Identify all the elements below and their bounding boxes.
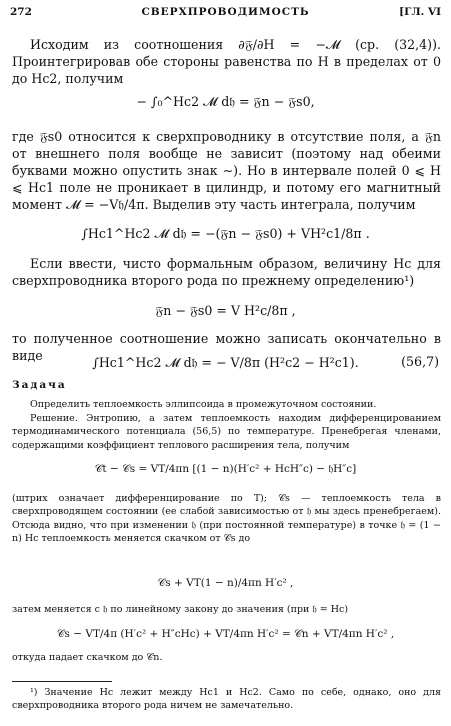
intro-paragraph: Исходим из соотношения ∂𝔉/∂H = −𝓜 (ср. (32,4)). Проинтегрировав обе стороны равенства по H в пределах от 0 до Hc2, получим <box>12 37 441 86</box>
footnote: ¹) Значение Hc лежит между Hc1 и Hc2. Само по себе, однако, оно для сверхпроводника второго рода ничем не замечательно. <box>12 687 441 711</box>
task-heading: Задача <box>12 379 67 391</box>
paragraph-final-drop: откуда падает скачком до 𝒞n. <box>12 652 163 663</box>
equation-number: (56,7) <box>401 354 439 369</box>
running-title: СВЕРХПРОВОДИМОСТЬ <box>141 6 310 18</box>
task-statement: Определить теплоемкость эллипсоида в промежуточном состоянии. <box>30 399 377 410</box>
equation-56-7: ∫Hc1^Hc2 𝓜 d𝔥 = − V/8π (H²c2 − H²c1). <box>92 355 359 370</box>
running-header <box>10 6 441 22</box>
paragraph-critical-field: Если ввести, чисто формальным образом, величину Hc для сверхпроводника второго рода по прежнему определению¹) <box>12 256 441 288</box>
equation-heat-capacity-difference: 𝒞t − 𝒞s = VT/4πn [(1 − n)(H′c² + HcH″c) − 𝔥H″c] <box>94 463 357 475</box>
paragraph-field-interval: где 𝔉s0 относится к сверхпроводнику в отсутствие поля, а 𝔉n от внешнего поля вообще не зависит (поэтому над обеими буквами можно опустить знак ∼). Но в интервале полей 0 ⩽ H ⩽ Hc1 поле не проникает в цилиндр, и потому его магнитный момент 𝓜 = −V𝔥/4π. Выделив эту часть интеграла, получим <box>12 129 441 212</box>
page-number: 272 <box>10 6 32 18</box>
footnote-rule <box>12 681 112 682</box>
equation-heat-capacity-jump: 𝒞s + VT(1 − n)/4πn H′c² , <box>157 577 294 589</box>
paragraph-linear-law: затем меняется с 𝔥 по линейному закону до значения (при 𝔥 = Hc) <box>12 604 349 615</box>
equation-partial-integral: ∫Hc1^Hc2 𝓜 d𝔥 = −(𝔉n − 𝔉s0) + VH²c1/8π . <box>81 226 370 241</box>
equation-critical-field-definition: 𝔉n − 𝔉s0 = V H²c/8π , <box>155 303 296 318</box>
solution-paragraph: Решение. Энтропию, а затем теплоемкость находим дифференцированием термодинамического потенциала (56,5) по температуре. Пренебрегая членами, содержащими коэффициент теплового расширения тела, получим <box>12 413 441 451</box>
paragraph-final-form: то полученное соотношение можно записать окончательно в виде <box>12 331 441 363</box>
paragraph-derivative-note: (штрих означает дифференцирование по T); 𝒞s — теплоемкость тела в сверхпроводящем состоянии (ее слабой зависимостью от 𝔥 мы здесь пренебрегаем). Отсюда видно, что при изменении 𝔥 (при постоянной температуре) в точке 𝔥 = (1 − n) Hc теплоемкость меняется скачком от 𝒞s до <box>12 493 441 544</box>
equation-heat-capacity-value: 𝒞s − VT/4π (H′c² + H″cHc) + VT/4πn H′c² = 𝒞n + VT/4πn H′c² , <box>56 628 395 640</box>
equation-integral-magnetization: − ∫₀^Hc2 𝓜 d𝔥 = 𝔉n − 𝔉s0, <box>136 94 315 109</box>
chapter-label: [ГЛ. VI <box>399 6 441 18</box>
